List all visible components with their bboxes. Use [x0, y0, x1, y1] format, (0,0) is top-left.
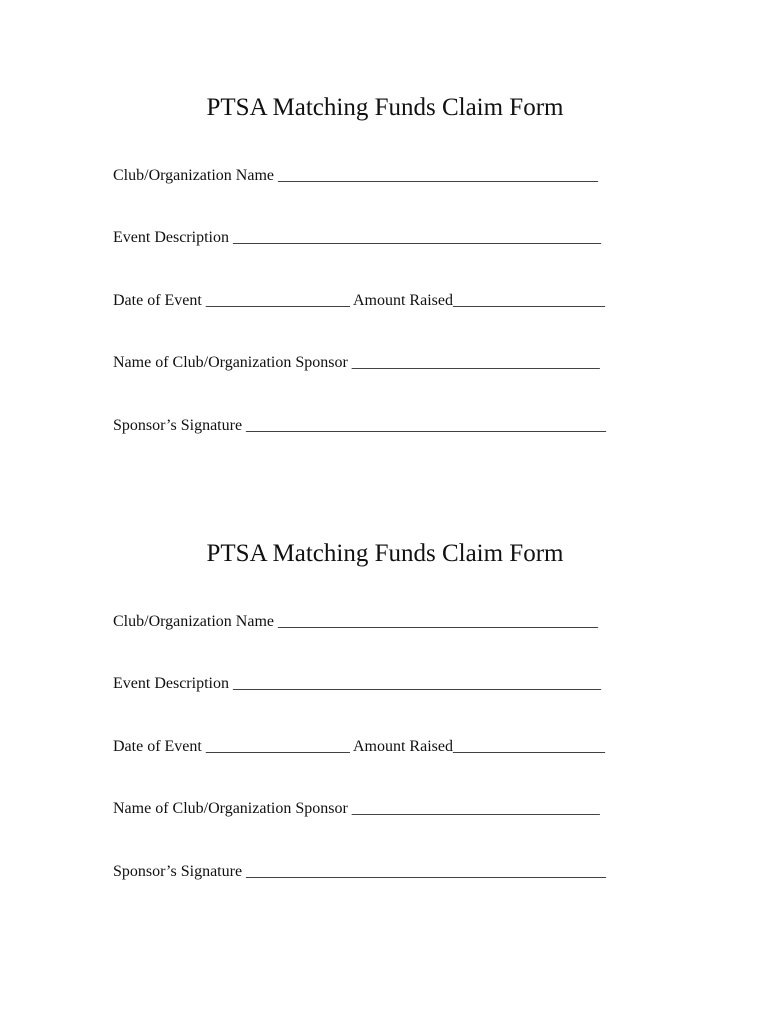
club-name-label: Club/Organization Name — [113, 167, 274, 184]
form-title: PTSA Matching Funds Claim Form — [206, 94, 564, 121]
sponsor-signature-blank[interactable]: _____________________________________________ — [242, 417, 607, 434]
date-amount-row — [113, 291, 605, 311]
event-description-label: Event Description — [113, 229, 229, 246]
sponsor-name-label: Name of Club/Organization Sponsor — [113, 800, 348, 817]
sponsor-signature-row — [113, 416, 606, 436]
amount-raised-blank[interactable]: ___________________ — [452, 292, 605, 309]
event-description-row — [113, 674, 601, 694]
sponsor-signature-label: Sponsor’s Signature — [113, 417, 243, 434]
sponsor-name-row — [113, 799, 600, 819]
sponsor-name-label: Name of Club/Organization Sponsor — [113, 354, 348, 371]
sponsor-name-row — [113, 353, 600, 373]
form-title: PTSA Matching Funds Claim Form — [206, 540, 564, 567]
event-description-blank[interactable]: ______________________________________________ — [228, 229, 601, 246]
event-description-label: Event Description — [113, 675, 229, 692]
date-of-event-label: Date of Event — [113, 738, 202, 755]
sponsor-name-blank[interactable]: _______________________________ — [347, 800, 600, 817]
amount-raised-label: Amount Raised — [352, 292, 453, 309]
date-of-event-blank[interactable]: __________________ — [201, 292, 353, 309]
event-description-row — [113, 228, 601, 248]
date-of-event-label: Date of Event — [113, 292, 202, 309]
sponsor-name-blank[interactable]: _______________________________ — [347, 354, 600, 371]
club-name-row — [113, 166, 598, 186]
event-description-blank[interactable]: ______________________________________________ — [228, 675, 601, 692]
sponsor-signature-row — [113, 862, 606, 882]
amount-raised-label: Amount Raised — [352, 738, 453, 755]
sponsor-signature-label: Sponsor’s Signature — [113, 863, 243, 880]
amount-raised-blank[interactable]: ___________________ — [452, 738, 605, 755]
club-name-row — [113, 612, 598, 632]
sponsor-signature-blank[interactable]: _____________________________________________ — [242, 863, 607, 880]
club-name-label: Club/Organization Name — [113, 613, 274, 630]
date-amount-row — [113, 737, 605, 757]
club-name-blank[interactable]: ________________________________________ — [274, 167, 598, 184]
club-name-blank[interactable]: ________________________________________ — [274, 613, 598, 630]
date-of-event-blank[interactable]: __________________ — [201, 738, 353, 755]
